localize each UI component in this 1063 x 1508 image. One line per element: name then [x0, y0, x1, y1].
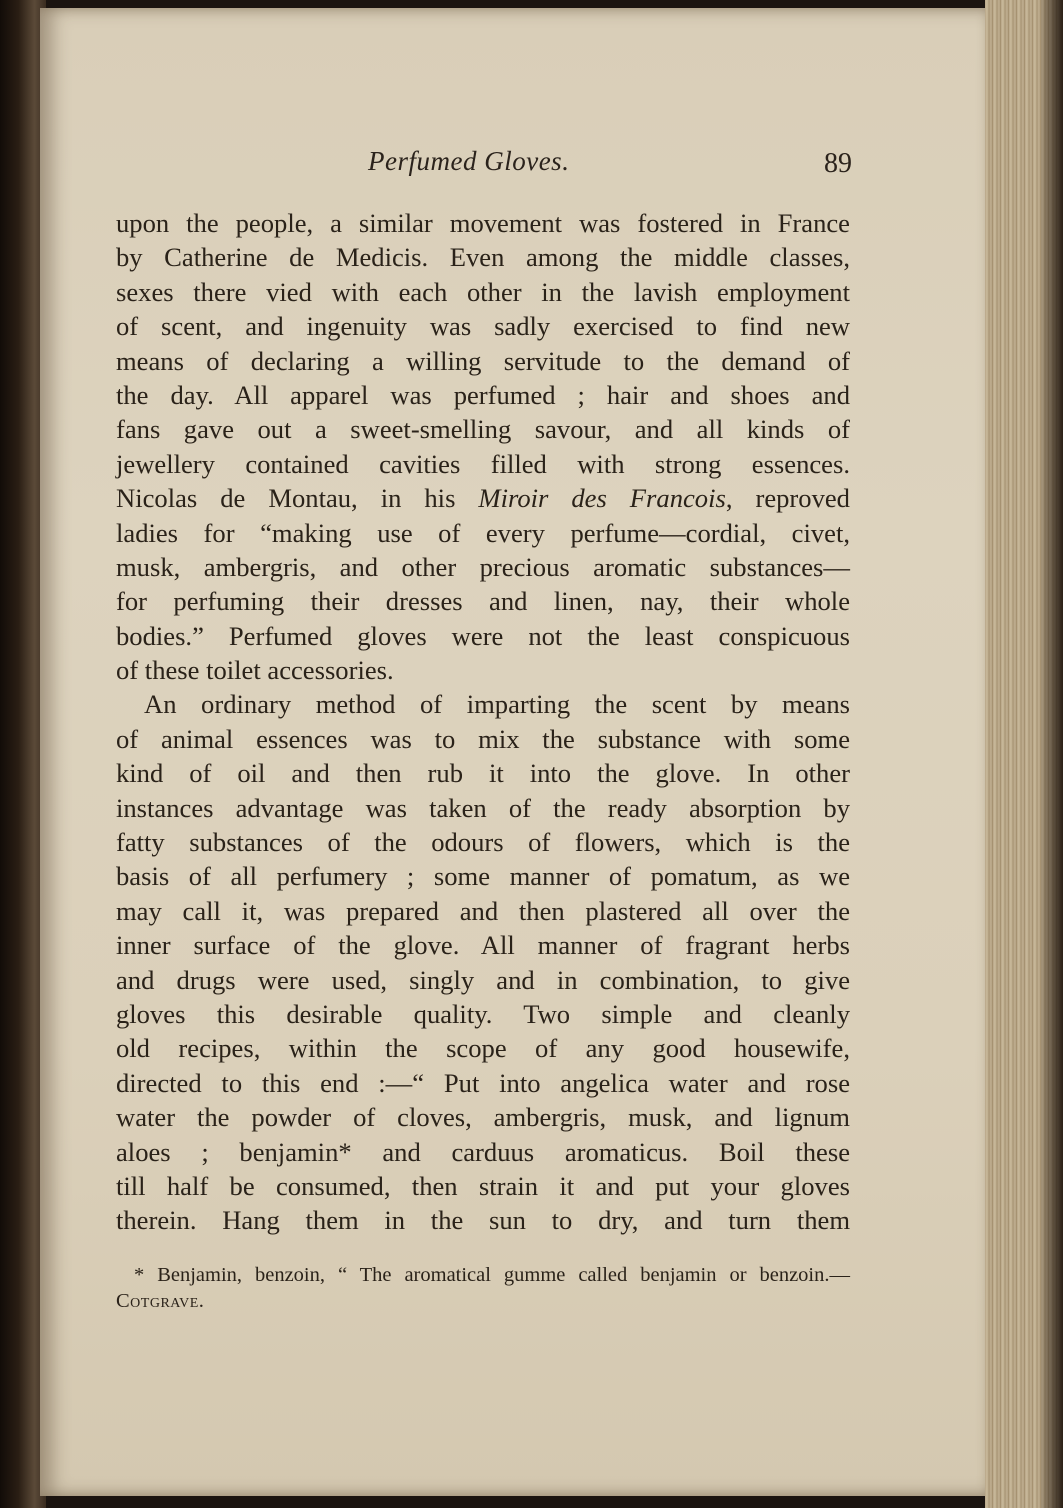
text-line-with-title — [116, 481, 850, 515]
text-line: means of declaring a willing servitude to the demand of — [116, 345, 850, 376]
footnote-line: * Benjamin, benzoin, “ The aromatical gumme called benjamin or benzoin.— — [134, 1264, 850, 1286]
text-line: inner surface of the glove. All manner of fragrant herbs — [116, 930, 850, 961]
text-line: gloves this desirable quality. Two simple and cleanly — [116, 998, 850, 1029]
text-line: of scent, and ingenuity was sadly exercised to find new — [116, 311, 850, 342]
text-line: upon the people, a similar movement was fostered in France — [116, 208, 850, 238]
text-line: old recipes, within the scope of any good housewife, — [116, 1033, 850, 1064]
running-head — [110, 146, 852, 186]
text-fragment: Nicolas de Montau, in his — [116, 483, 479, 514]
body-text — [116, 206, 850, 1238]
text-line: therein. Hang them in the sun to dry, and turn them — [116, 1205, 850, 1236]
page-number: 89 — [824, 148, 852, 179]
text-line: water the powder of cloves, ambergris, musk, and lignum — [116, 1102, 850, 1133]
text-line: instances advantage was taken of the ready absorption by — [116, 792, 850, 823]
paragraph-end-line: of these toilet accessories. — [116, 655, 394, 686]
text-line: musk, ambergris, and other precious aromatic substances— — [116, 551, 850, 582]
text-line: till half be consumed, then strain it and put your gloves — [116, 1170, 850, 1201]
text-line: fans gave out a sweet-smelling savour, and all kinds of — [116, 414, 850, 445]
footnote-source: Cotgrave. — [116, 1290, 205, 1312]
text-line: kind of oil and then rub it into the glove. In other — [116, 758, 850, 789]
text-line: may call it, was prepared and then plastered all over the — [116, 895, 850, 926]
text-line: and drugs were used, singly and in combination, to give — [116, 964, 850, 995]
paragraph-start-line: An ordinary method of imparting the scent by means — [144, 689, 850, 720]
footnote — [116, 1262, 850, 1314]
text-line: bodies.” Perfumed gloves were not the least conspicuous — [116, 620, 850, 651]
text-line: ladies for “making use of every perfume—cordial, civet, — [116, 517, 850, 548]
text-line: sexes there vied with each other in the lavish employment — [116, 276, 850, 307]
text-fragment: , reproved — [725, 483, 850, 514]
text-line: the day. All apparel was perfumed ; hair and shoes and — [116, 379, 850, 410]
text-line: fatty substances of the odours of flowers, which is the — [116, 827, 850, 858]
page-stack-edge — [985, 0, 1063, 1508]
text-line: aloes ; benjamin* and carduus aromaticus. Boil these — [116, 1136, 850, 1167]
text-line: of animal essences was to mix the substance with some — [116, 723, 850, 754]
text-line: directed to this end :—“ Put into angelica water and rose — [116, 1067, 850, 1098]
text-line: for perfuming their dresses and linen, nay, their whole — [116, 586, 850, 617]
running-title: Perfumed Gloves. — [368, 146, 570, 176]
italic-book-title: Miroir des Francois — [478, 483, 726, 514]
text-line: by Catherine de Medicis. Even among the middle classes, — [116, 242, 850, 273]
text-line: basis of all perfumery ; some manner of pomatum, as we — [116, 861, 850, 892]
text-line: jewellery contained cavities filled with strong essences. — [116, 448, 850, 479]
